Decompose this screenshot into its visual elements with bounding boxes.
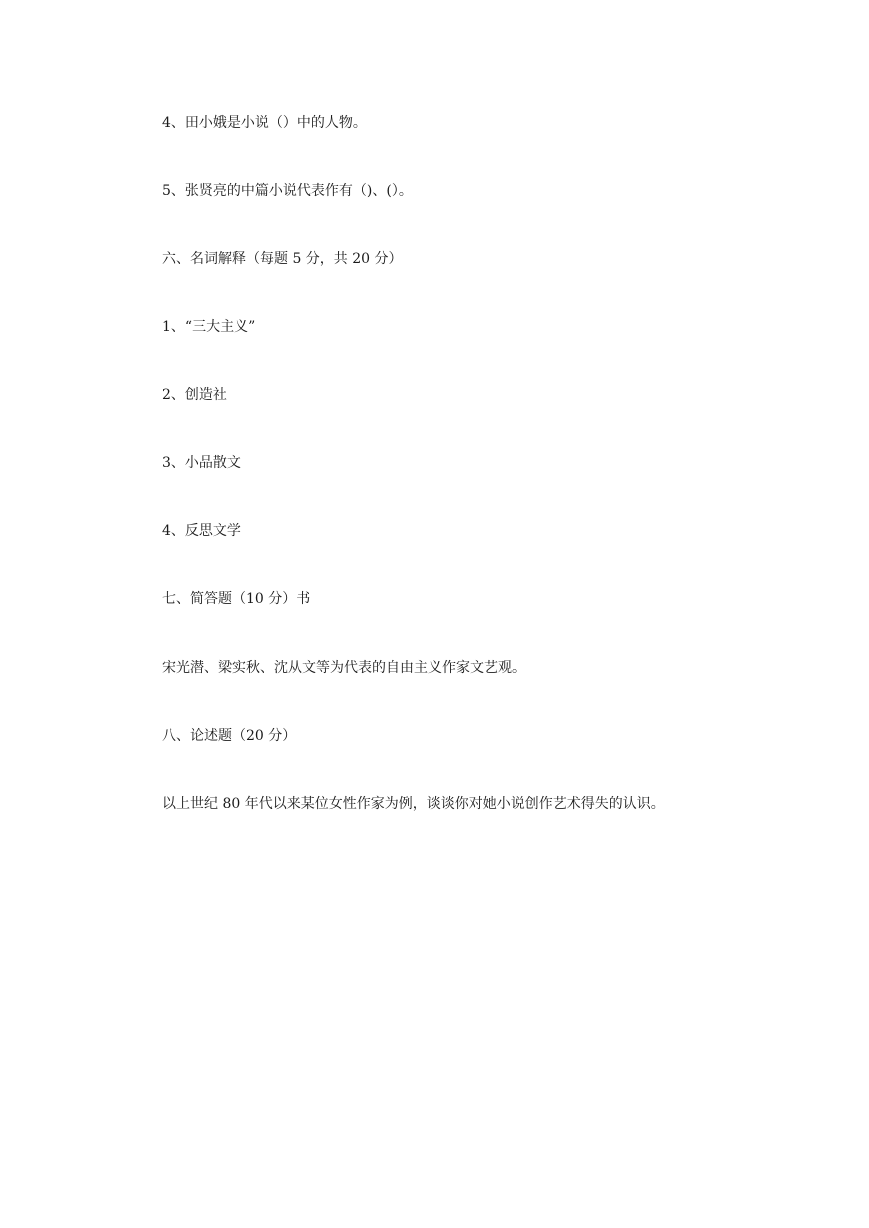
section-7-heading: 七、简答题（10 分）书 [162, 591, 311, 607]
fill-blank-question-5: 5、张贤亮的中篇小说代表作有（)、(）。 [162, 183, 413, 199]
essay-question: 以上世纪 80 年代以来某位女性作家为例，谈谈你对她小说创作艺术得失的认识。 [162, 796, 665, 812]
short-answer-question: 宋光潜、梁实秋、沈从文等为代表的自由主义作家文艺观。 [162, 660, 526, 676]
term-item-4: 4、反思文学 [162, 523, 241, 539]
section-8-heading: 八、论述题（20 分） [162, 728, 297, 744]
term-item-1: 1、“三大主义” [162, 319, 256, 335]
section-6-heading: 六、名词解释（每题 5 分，共 20 分） [162, 251, 403, 267]
term-item-3: 3、小品散文 [162, 455, 241, 471]
fill-blank-question-4: 4、田小娥是小说（）中的人物。 [162, 115, 367, 131]
term-item-2: 2、创造社 [162, 387, 227, 403]
